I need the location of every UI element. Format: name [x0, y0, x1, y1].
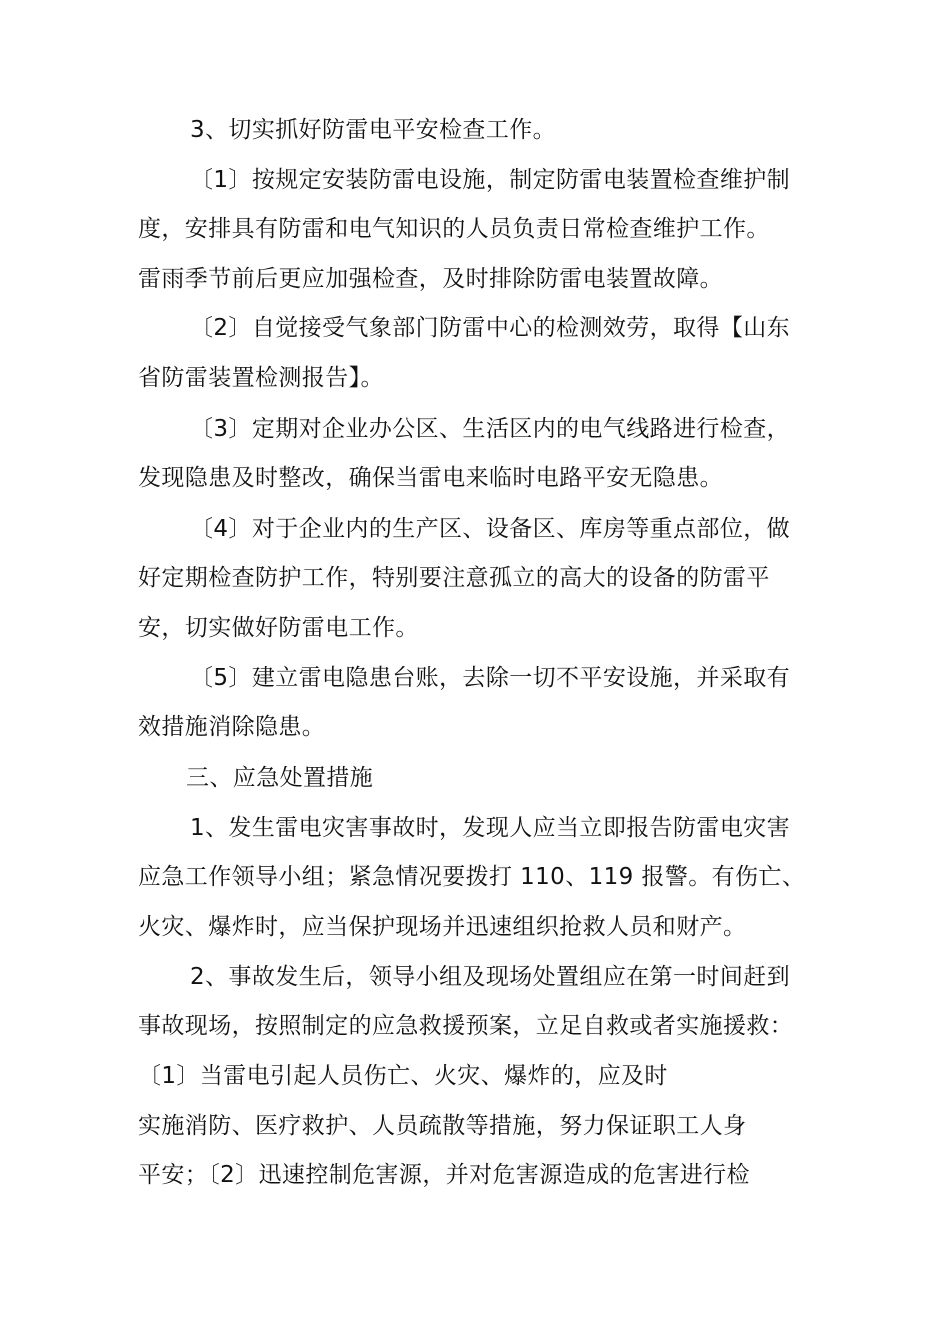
text-line: 省防雷装置检测报告】。 [138, 365, 384, 391]
text-line: 发现隐患及时整改，确保当雷电来临时电路平安无隐患。 [138, 465, 723, 491]
text-line: 应急工作领导小组；紧急情况要拨打 110、119 报警。有伤亡、 [138, 864, 806, 890]
text-line: 实施消防、医疗救护、人员疏散等措施，努力保证职工人身 [138, 1113, 747, 1139]
text-line: 2、事故发生后，领导小组及现场处置组应在第一时间赶到 [190, 964, 791, 990]
text-line: 〔4〕对于企业内的生产区、设备区、库房等重点部位，做 [190, 516, 791, 542]
text-line: 安，切实做好防雷电工作。 [138, 615, 419, 641]
text-line: 3、切实抓好防雷电平安检查工作。 [190, 117, 557, 143]
text-line: 〔5〕建立雷电隐患台账，去除一切不平安设施，并采取有 [190, 665, 791, 691]
text-line: 〔3〕定期对企业办公区、生活区内的电气线路进行检查， [190, 416, 791, 442]
text-line: 事故现场，按照制定的应急救援预案，立足自救或者实施援救： [138, 1013, 794, 1039]
text-line: 平安；〔2〕迅速控制危害源，并对危害源造成的危害进行检 [138, 1162, 750, 1188]
text-line: 〔2〕自觉接受气象部门防雷中心的检测效劳，取得【山东 [190, 315, 791, 341]
section-heading: 三、应急处置措施 [186, 765, 374, 791]
text-line: 好定期检查防护工作，特别要注意孤立的高大的设备的防雷平 [138, 565, 770, 591]
text-line: 效措施消除隐患。 [138, 714, 326, 740]
text-line: 〔1〕按规定安装防雷电设施，制定防雷电装置检查维护制 [190, 167, 791, 193]
text-line: 火灾、爆炸时，应当保护现场并迅速组织抢救人员和财产。 [138, 914, 747, 940]
text-line: 〔1〕当雷电引起人员伤亡、火灾、爆炸的，应及时 [138, 1063, 668, 1089]
text-line: 雷雨季节前后更应加强检查，及时排除防雷电装置故障。 [138, 266, 723, 292]
text-line: 度，安排具有防雷和电气知识的人员负责日常检查维护工作。 [138, 216, 770, 242]
text-line: 1、发生雷电灾害事故时，发现人应当立即报告防雷电灾害 [190, 815, 791, 841]
